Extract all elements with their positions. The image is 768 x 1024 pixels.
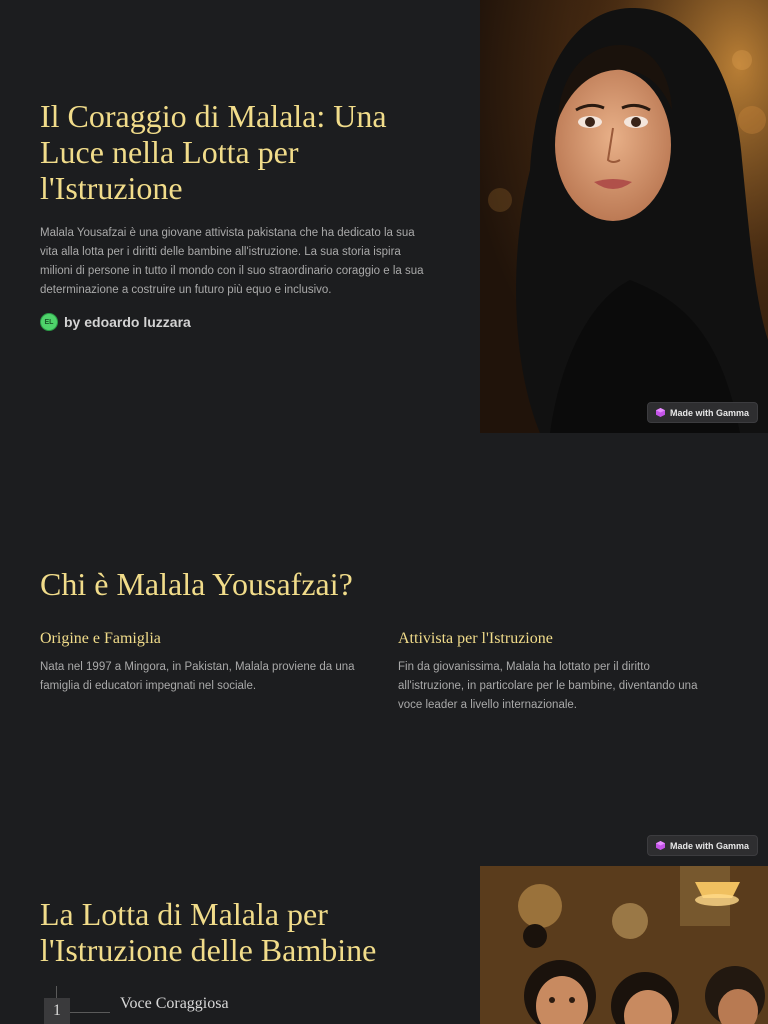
schoolgirls-illustration bbox=[480, 866, 768, 1024]
timeline-step bbox=[44, 986, 344, 1024]
timeline-connector bbox=[70, 1012, 110, 1013]
portrait-illustration bbox=[480, 0, 768, 433]
gamma-badge-label: Made with Gamma bbox=[670, 840, 750, 851]
column-heading: Attivista per l'Istruzione bbox=[398, 630, 553, 647]
title-slide bbox=[0, 0, 768, 433]
author-name: by edoardo luzzara bbox=[64, 314, 191, 330]
made-with-gamma-badge[interactable] bbox=[647, 402, 758, 423]
step-label: Voce Coraggiosa bbox=[120, 995, 229, 1012]
step-number: 1 bbox=[44, 998, 70, 1024]
column-text: Fin da giovanissima, Malala ha lottato per il diritto all'istruzione, in particolare per le bambine, diventando una voce leader a livello internazionale. bbox=[398, 661, 698, 711]
timeline-line bbox=[56, 986, 57, 998]
section-title: Chi è Malala Yousafzai? bbox=[40, 566, 353, 602]
page-title: Il Coraggio di Malala: Una Luce nella Lotta per l'Istruzione bbox=[40, 98, 387, 206]
column-heading: Origine e Famiglia bbox=[40, 630, 161, 647]
schoolgirls-image bbox=[480, 866, 768, 1024]
author-byline[interactable] bbox=[40, 312, 191, 332]
malala-portrait-image bbox=[480, 0, 768, 433]
avatar: EL bbox=[40, 313, 58, 331]
made-with-gamma-badge[interactable] bbox=[647, 835, 758, 856]
gamma-logo-icon bbox=[656, 408, 665, 417]
intro-paragraph: Malala Yousafzai è una giovane attivista pakistana che ha dedicato la sua vita alla lotta per i diritti delle bambine all'istruzione. La sua storia ispira milioni di persone in tutto il mondo con il suo straordinario coraggio e la sua determinazione a costruire un futuro più equo e inclusivo. bbox=[40, 227, 424, 296]
gamma-logo-icon bbox=[656, 841, 665, 850]
section-title: La Lotta di Malala per l'Istruzione delle Bambine bbox=[40, 896, 377, 968]
column-origin bbox=[40, 630, 370, 696]
gamma-badge-label: Made with Gamma bbox=[670, 407, 750, 418]
column-text: Nata nel 1997 a Mingora, in Pakistan, Malala proviene da una famiglia di educatori impegnati nel sociale. bbox=[40, 661, 355, 692]
column-activist bbox=[398, 630, 718, 715]
